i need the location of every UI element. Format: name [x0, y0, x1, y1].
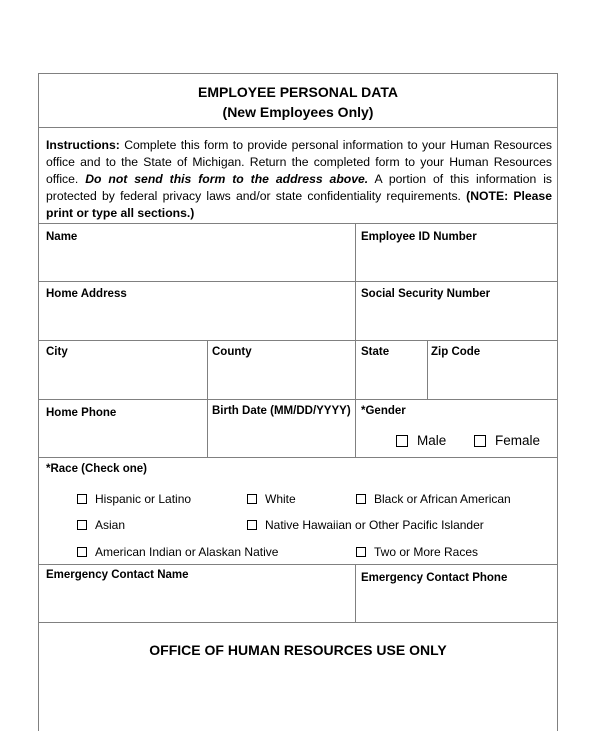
home-address-field[interactable]: Home Address	[46, 288, 127, 300]
american-indian-label: American Indian or Alaskan Native	[95, 545, 279, 559]
race-two-or-more-option[interactable]	[356, 545, 478, 559]
divider	[39, 223, 557, 224]
male-checkbox[interactable]	[396, 435, 408, 447]
race-hawaiian-option[interactable]	[247, 518, 484, 532]
divider	[39, 281, 557, 282]
divider	[39, 399, 557, 400]
divider	[207, 340, 208, 457]
instructions-text-2: A portion of this information is protected by federal privacy laws and/or state confidentiality requirements.	[46, 172, 553, 203]
instructions-warning: Do not send this form to the address above.	[85, 172, 369, 186]
divider	[355, 223, 356, 457]
gender-label: *Gender	[361, 405, 406, 417]
divider	[39, 622, 557, 623]
divider	[39, 564, 557, 565]
hispanic-label: Hispanic or Latino	[95, 492, 192, 506]
form-title: EMPLOYEE PERSONAL DATA	[198, 84, 398, 100]
hispanic-checkbox[interactable]	[77, 494, 87, 504]
divider	[39, 457, 557, 458]
white-checkbox[interactable]	[247, 494, 257, 504]
instructions-note: (NOTE: Please print or type all sections.)	[46, 189, 552, 220]
race-white-option[interactable]	[247, 492, 296, 506]
hawaiian-checkbox[interactable]	[247, 520, 257, 530]
american-indian-checkbox[interactable]	[77, 547, 87, 557]
employee-personal-data-form	[38, 73, 558, 731]
female-checkbox[interactable]	[474, 435, 486, 447]
ssn-field[interactable]: Social Security Number	[361, 288, 491, 300]
asian-checkbox[interactable]	[77, 520, 87, 530]
instructions-label: Instructions:	[46, 138, 120, 152]
race-hispanic-option[interactable]	[77, 492, 191, 506]
home-phone-field[interactable]: Home Phone	[46, 407, 117, 419]
divider	[427, 340, 428, 399]
two-or-more-checkbox[interactable]	[356, 547, 366, 557]
instructions-block	[46, 137, 552, 222]
black-checkbox[interactable]	[356, 494, 366, 504]
gender-male-option[interactable]	[396, 433, 446, 448]
two-or-more-label: Two or More Races	[374, 545, 479, 559]
race-black-option[interactable]	[356, 492, 511, 506]
county-field[interactable]: County	[212, 346, 252, 358]
divider	[39, 127, 557, 128]
birth-date-field[interactable]: Birth Date (MM/DD/YYYY)	[212, 405, 351, 417]
emergency-contact-name-field[interactable]: Emergency Contact Name	[46, 569, 189, 581]
male-label: Male	[417, 433, 447, 448]
hawaiian-label: Native Hawaiian or Other Pacific Islander	[265, 518, 484, 532]
asian-label: Asian	[95, 518, 126, 532]
form-subtitle: (New Employees Only)	[222, 104, 374, 120]
white-label: White	[265, 492, 296, 506]
zip-field[interactable]: Zip Code	[431, 346, 481, 358]
race-asian-option[interactable]	[77, 518, 125, 532]
race-american-indian-option[interactable]	[77, 545, 278, 559]
employee-id-field[interactable]: Employee ID Number	[361, 231, 477, 243]
emergency-contact-phone-field[interactable]: Emergency Contact Phone	[361, 572, 508, 584]
state-field[interactable]: State	[361, 346, 390, 358]
gender-female-option[interactable]	[474, 433, 540, 448]
race-label: *Race (Check one)	[46, 463, 147, 475]
black-label: Black or African American	[374, 492, 511, 506]
instructions-text-1: Complete this form to provide personal information to your Human Resources office and to the State of Michigan. Return the completed form to your Human Resources office.	[46, 138, 552, 186]
city-field[interactable]: City	[46, 346, 68, 358]
divider	[355, 564, 356, 622]
name-field[interactable]: Name	[46, 231, 78, 243]
female-label: Female	[495, 433, 541, 448]
divider	[39, 340, 557, 341]
office-use-heading: OFFICE OF HUMAN RESOURCES USE ONLY	[149, 642, 447, 658]
